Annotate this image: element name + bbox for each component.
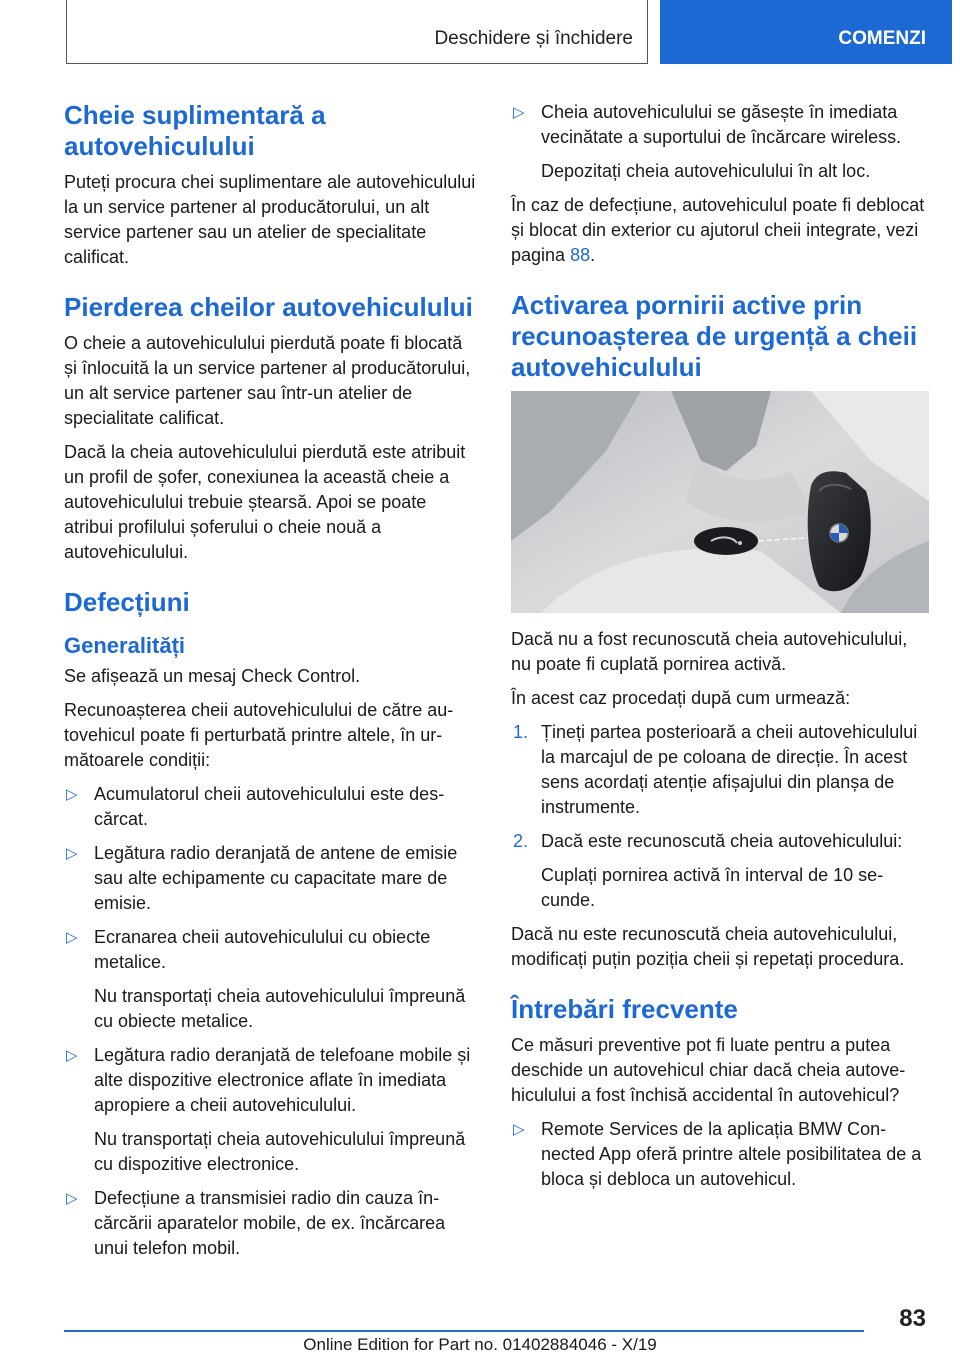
list-item-note: Depozitați cheia autovehiculului în alt loc.	[541, 161, 871, 181]
list-item-text: Ecranarea cheii autovehiculului cu obiecte metalice.	[94, 927, 431, 972]
header-section-title: Deschidere și închidere	[434, 28, 633, 49]
paragraph-check-control: Se afișează un mesaj Check Control.	[64, 666, 361, 686]
list-item-text: Remote Services de la aplicația BMW Connected App oferă printre altele posibilitatea de a bloca și debloca un autovehicul.	[541, 1119, 922, 1189]
fault-conditions-list-right	[511, 100, 929, 150]
fault-conditions-list-cont	[64, 1043, 476, 1118]
paragraph-not-recognized: Dacă nu a fost recunoscută cheia autovehiculului, nu poate fi cuplată pornirea activă.	[511, 629, 908, 674]
right-column	[511, 100, 929, 1201]
heading-emergency-recognition: Activarea pornirii active prin recunoașterea de urgență a cheii autovehiculului	[511, 290, 918, 382]
step-item	[511, 829, 929, 854]
list-item	[64, 925, 476, 975]
list-item-text: Legătura radio deranjată de telefoane mobile și alte dispozitive electronice aflate în imediata apropiere a cheii autovehiculului.	[94, 1045, 471, 1115]
list-item-text: Legătura radio deranjată de antene de emisie sau alte echipamente cu capacitate mare de emisie.	[94, 843, 458, 913]
fault-conditions-list	[64, 782, 476, 975]
left-column	[64, 100, 476, 1270]
paragraph-fault-end: .	[590, 245, 596, 265]
step-text: Țineți partea posterioară a cheii autovehiculului la marcajul de pe coloana de direcție. În acest sens acordați atenție afișajului din planșa de instrumente.	[541, 722, 918, 817]
paragraph-proceed: În acest caz procedați după cum urmează:	[511, 688, 851, 708]
paragraph-spare-key: Puteți procura chei suplimentare ale autovehiculului la un service partener al producătorului, un alt service partener sau un atelier de specialitate calificat.	[64, 172, 476, 267]
header-section-box	[66, 0, 648, 64]
list-item	[511, 100, 929, 150]
list-item-text: Acumulatorul cheii autovehiculului este descărcat.	[94, 784, 445, 829]
heading-lost-keys: Pierderea cheilor autovehiculului	[64, 292, 473, 322]
emergency-steps-list	[511, 720, 929, 854]
step-item	[511, 720, 929, 820]
step-note: Cuplați pornirea activă în interval de 10 secunde.	[541, 865, 884, 910]
list-item	[64, 841, 476, 916]
footer-divider	[64, 1330, 864, 1332]
list-item-note: Nu transportați cheia autovehiculului împreună cu dispozitive electronice.	[94, 1129, 466, 1174]
triangle-bullet-icon: ▷	[66, 929, 78, 946]
key-steering-column-illustration	[511, 391, 929, 613]
heading-faq: Întrebări frecvente	[511, 994, 738, 1024]
fault-conditions-list-cont-2	[64, 1186, 476, 1261]
paragraph-fault-text: În caz de defecțiune, autovehiculul poate fi deblocat și blocat din exterior cu ajutorul cheii integrate, vezi pagina	[511, 195, 925, 265]
heading-faults: Defecțiuni	[64, 587, 190, 617]
paragraph-not-recognized-2: Dacă nu este recunoscută cheia autovehiculului, modificați puțin poziția cheii și repetați procedura.	[511, 924, 905, 969]
list-item-text: Cheia autovehiculului se găsește în imediata vecinătate a suportului de încărcare wireless.	[541, 102, 902, 147]
heading-spare-key: Cheie suplimentară a autovehiculului	[64, 100, 326, 161]
paragraph-recognition: Recunoașterea cheii autovehiculului de către autovehicul poate fi perturbată printre altele, în următoarele condiții:	[64, 700, 454, 770]
faq-list	[511, 1117, 929, 1192]
paragraph-lost-2: Dacă la cheia autovehiculului pierdută este atribuit un profil de șofer, conexiunea la această cheie a autovehiculului trebuie ștearsă. Apoi se poate atribui profilului șoferului o cheie nouă a autovehiculului.	[64, 442, 466, 562]
header-chapter-tab: COMENZI	[660, 0, 952, 64]
footer-edition: Online Edition for Part no. 01402884046 - X/19	[303, 1335, 657, 1354]
triangle-bullet-icon: ▷	[66, 1047, 78, 1064]
step-number: 1.	[513, 722, 529, 742]
page-number: 83	[899, 1305, 926, 1332]
paragraph-fault-unlock	[511, 193, 929, 268]
list-item	[64, 1043, 476, 1118]
heading-general: Generalități	[64, 633, 186, 658]
triangle-bullet-icon: ▷	[66, 1190, 78, 1207]
triangle-bullet-icon: ▷	[66, 845, 78, 862]
triangle-bullet-icon: ▷	[513, 104, 525, 121]
list-item	[64, 782, 476, 832]
list-item-note: Nu transportați cheia autovehiculului împreună cu obiecte metalice.	[94, 986, 466, 1031]
paragraph-faq-question: Ce măsuri preventive pot fi luate pentru a putea deschide un autovehicul chiar dacă cheia autovehiculului a fost închisă accidental în autovehicul?	[511, 1035, 906, 1105]
paragraph-lost-1: O cheie a autovehiculului pierdută poate fi blocată și înlocuită la un service partener al producătorului, un alt service partener sau într-un atelier de specialitate calificat.	[64, 333, 471, 428]
list-item	[511, 1117, 929, 1192]
list-item	[64, 1186, 476, 1261]
triangle-bullet-icon: ▷	[66, 786, 78, 803]
step-number: 2.	[513, 831, 529, 851]
page-reference-link[interactable]: 88	[570, 245, 591, 265]
step-text: Dacă este recunoscută cheia autovehiculului:	[541, 831, 903, 851]
triangle-bullet-icon: ▷	[513, 1121, 525, 1138]
list-item-text: Defecțiune a transmisiei radio din cauza încărcării aparatelor mobile, de ex. încărcarea unui telefon mobil.	[94, 1188, 446, 1258]
